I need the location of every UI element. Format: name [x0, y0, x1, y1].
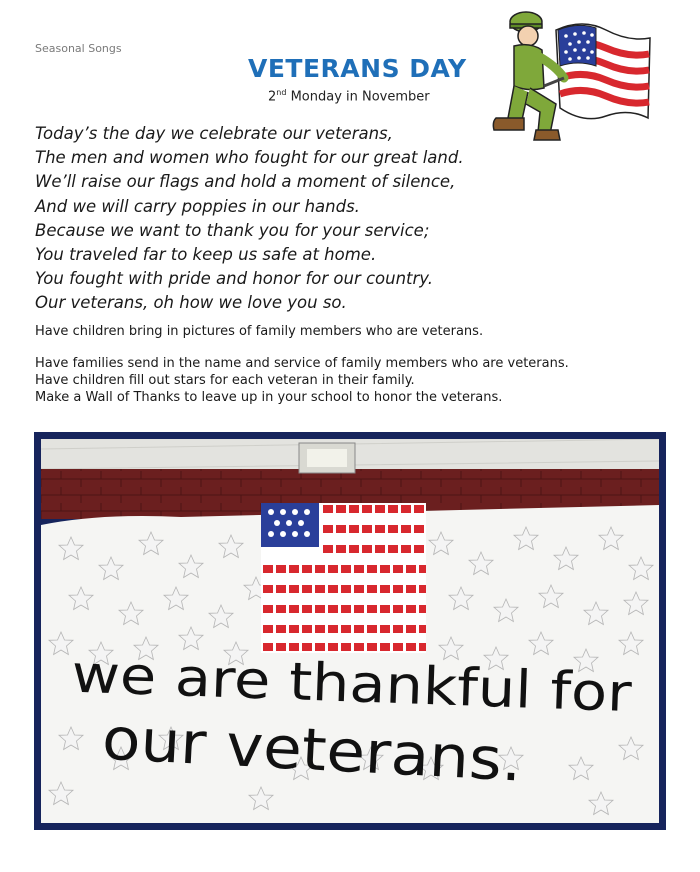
- activity-item: Have families send in the name and service of family members who are veterans.: [35, 356, 569, 371]
- poem-line: The men and women who fought for our great land.: [35, 148, 464, 168]
- subtitle: [268, 88, 430, 104]
- photo-frame: [34, 432, 666, 830]
- poem: [35, 122, 464, 316]
- soldier-flag-illustration: [478, 8, 653, 143]
- poem-line: Our veterans, oh how we love you so.: [35, 293, 347, 313]
- poem-line: And we will carry poppies in our hands.: [35, 196, 360, 216]
- american-flag-icon: [556, 24, 650, 119]
- subtitle-ordinal: 2: [268, 89, 277, 105]
- soldier-icon: [493, 12, 564, 140]
- page-title: VETERANS DAY: [248, 54, 467, 83]
- poem-line: You fought with pride and honor for our country.: [35, 269, 434, 289]
- handprint-flag: [261, 503, 426, 653]
- subtitle-rest: Monday in November: [286, 89, 430, 105]
- banner-text-line1: we are thankful for: [70, 644, 567, 722]
- poem-line: Because we want to thank you for your service;: [35, 220, 430, 240]
- activity-list: [35, 355, 569, 406]
- activity-item: Have children fill out stars for each veteran in their family.: [35, 373, 415, 388]
- banner-text-line2: our veterans.: [100, 704, 492, 793]
- subtitle-suffix: nd: [276, 88, 287, 97]
- poem-line: We’ll raise our flags and hold a moment of silence,: [35, 172, 456, 192]
- wall-of-thanks-photo: [41, 439, 659, 823]
- poem-line: You traveled far to keep us safe at home.: [35, 245, 377, 265]
- series-label: Seasonal Songs: [35, 42, 122, 55]
- activity-item: Make a Wall of Thanks to leave up in your school to honor the veterans.: [35, 390, 503, 405]
- activity-note: Have children bring in pictures of family members who are veterans.: [35, 324, 484, 339]
- poem-line: Today’s the day we celebrate our veterans,: [35, 124, 393, 143]
